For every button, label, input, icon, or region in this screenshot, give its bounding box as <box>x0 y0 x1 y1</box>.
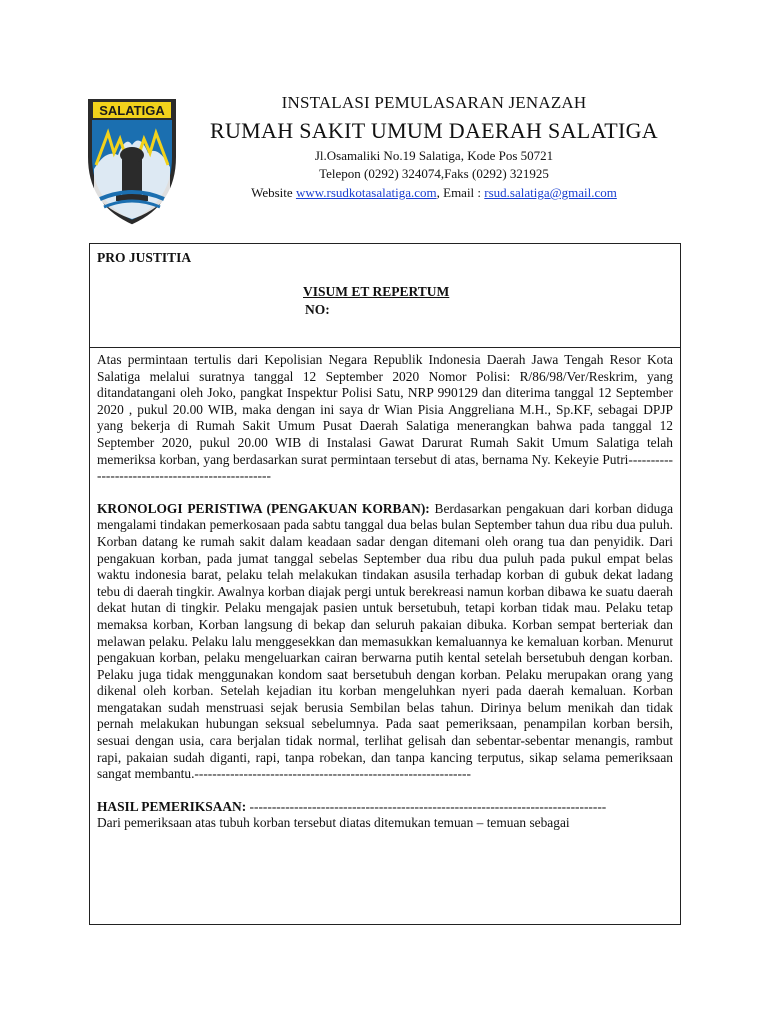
website-link[interactable]: www.rsudkotasalatiga.com <box>295 185 437 200</box>
hasil-heading: HASIL PEMERIKSAAN: <box>97 798 247 814</box>
hospital-name: RUMAH SAKIT UMUM DAERAH SALATIGA <box>210 118 658 143</box>
document-title: VISUM ET REPERTUM <box>303 284 450 299</box>
email-link[interactable]: rsud.salatiga@gmail.com <box>484 185 617 200</box>
website-label: Website <box>251 185 296 200</box>
pro-justitia-label: PRO JUSTITIA <box>97 250 192 265</box>
document-body <box>97 352 673 832</box>
divider <box>90 347 680 348</box>
salatiga-emblem-logo <box>86 95 178 225</box>
hasil-dashes: -------------------------------------------------------------------------------- <box>246 798 607 814</box>
document-box <box>89 243 681 925</box>
institution-name: INSTALASI PEMULASARAN JENAZAH <box>281 93 587 112</box>
document-number-label: NO: <box>305 302 330 317</box>
intro-paragraph: Atas permintaan tertulis dari Kepolisian Negara Republik Indonesia Daerah Jawa Tengah Resor Kota Salatiga melalui suratnya tanggal 12 September 2020 Nomor Polisi: R/86/98/Ver/Reskrim, yang ditandatangani oleh Joko, pangkat Inspektur Polisi Satu, NRP 990129 dan diterima tanggal 12 September 2020 , pukul 20.00 WIB, maka dengan ini saya dr Wian Pisia Anggreliana M.H., Sp.KF, sebagai DPJP yang bekerja di Rumah Sakit Umum Pusat Daerah Salatiga menerangkan bahwa pada tanggal 12 September 2020, pukul 20.00 WIB di Instalasi Gawat Darurat Rumah Sakit Umum Salatiga telah memeriksa korban, yang berdasarkan surat permintaan tersebut di atas, bernama Ny. Kekeyie Putri------------------------------------------------- <box>97 352 673 484</box>
svg-text:SALATIGA: SALATIGA <box>99 103 165 118</box>
kronologi-heading: KRONOLOGI PERISTIWA (PENGAKUAN KORBAN): <box>97 500 430 516</box>
hospital-address: Jl.Osamaliki No.19 Salatiga, Kode Pos 50721 <box>314 148 554 163</box>
email-label: , Email : <box>436 185 485 200</box>
kronologi-text: Berdasarkan pengakuan dari korban diduga mengalami tindakan pemerkosaan pada sabtu tanggal dua belas bulan September tahun dua ribu dua puluh. Korban datang ke rumah sakit dalam keadaan sadar dengan ditemani oleh orang tua dan penyidik. Dari pengakuan korban, pada jumat tanggal sebelas September dua ribu dua puluh pada pukul empat belas waktu indonesia barat, pelaku telah melakukan tindakan asusila terhadap korban di gubuk dekat ladang tebu di daerah tingkir. Awalnya korban diajak pergi untuk berekreasi namun korban dibawa ke suatu daerah dekat hutan di tingkir. Pelaku mengajak pasien untuk bersetubuh, tetapi korban tidak mau. Pelaku tetap memaksa korban, Korban langsung di bekap dan seluruh pakaian dibuka. Korban sempat berteriak dan melawan pelaku. Pelaku lalu menggesekkan dan memasukkan kemaluannya ke kemaluan korban. Menurut pengakuan korban, pelaku mengeluarkan cairan berwarna putih kental setelah bersetubuh dengan korban. Pelaku juga tidak menggunakan kondom saat bersetubuh dengan korban. Pelaku merupakan orang yang dikenal oleh korban. Setelah kejadian itu korban mengeluhkan nyeri pada daerah kemaluan. Korban mengatakan sudah menstruasi sejak berusia Sembilan belas tahun. Dirinya belum menikah dan tidak pernah melakukan hubungan seksual sebelumnya. Pada saat pemeriksaan, penampilan korban bersih, sesuai dengan usia, cara berjalan tidak normal, terlihat gelisah dan sebentar-sebentar menangis, rambut rapi, pakaian sudah diganti, rapi, tanpa robekan, dan tanpa kancing terputus, sikap selama pemeriksaan sangat membantu.-------------------------------------------------------------- <box>97 500 674 782</box>
hospital-phone: Telepon (0292) 324074,Faks (0292) 321925 <box>319 166 549 181</box>
hasil-heading-line <box>97 799 673 816</box>
contact-line <box>190 185 678 201</box>
hasil-paragraph: Dari pemeriksaan atas tubuh korban tersebut diatas ditemukan temuan – temuan sebagai <box>97 815 570 831</box>
kronologi-paragraph <box>97 501 673 783</box>
